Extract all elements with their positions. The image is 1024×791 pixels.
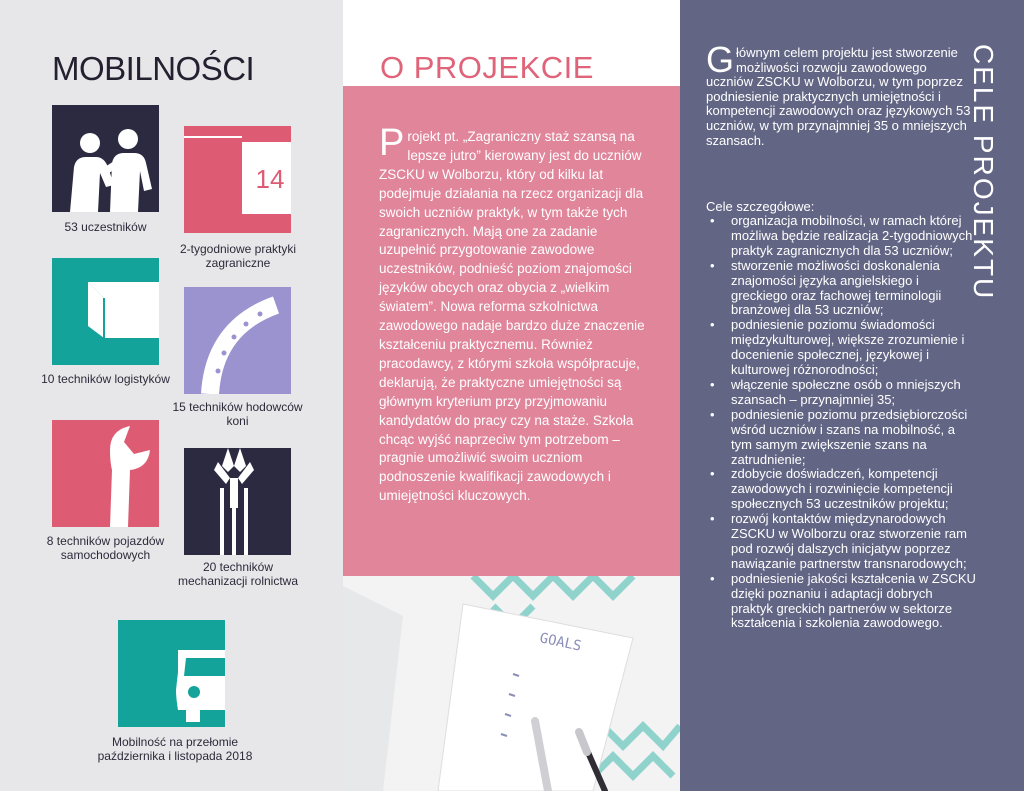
project-dropcap: P (379, 122, 405, 164)
box-icon (52, 258, 159, 365)
horseshoe-icon (184, 287, 291, 394)
goal-item: • włączenie społeczne osób o mniejszych szansach – przynajmniej 35; (706, 378, 976, 408)
agriculture-caption: 20 techników mechanizacji rolnictwa (177, 560, 299, 588)
automotive-tile (52, 420, 159, 527)
desk-photo-image (343, 576, 680, 791)
horse-tile (184, 287, 291, 394)
internship-tile (184, 126, 291, 233)
agriculture-tile (184, 448, 291, 555)
goal-item: • stworzenie możliwości doskonalenia znajomości języka angielskiego i greckiego oraz fachowej terminologii branżowej dla 53 uczniów; (706, 259, 976, 319)
participants-tile (52, 105, 159, 212)
goal-item: • podniesienie poziomu przedsiębiorczości wśród uczniów i szans na mobilność, a tym samym zwiększenie szans na zatrudnienie; (706, 408, 976, 468)
project-body: rojekt pt. „Zagraniczny staż szansą na lepsze jutro” kierowany jest do uczniów ZSCKU w Wolborzu, który od kilku lat podejmuje działania na rzecz organizacji dla swoich uczniów praktyk, w tym także tych zagranicznych. Mają one za zadanie uzupełnić przygotowanie zawodowe uczestników, podnieść poziom znajomości języków obcych oraz obycia z „wielkim światem”. Nowa reforma szkolnictwa zawodowego nadaje bardzo duże znaczenie kształceniu praktycznemu. Również pracodawcy, z którymi szkoła współpracuje, deklarują, że praktyczne umiejętności są głównym kryterium przy przyjmowaniu kandydatów do pracy czy na staże. Szkoła chcąc wyjść naprzeciw tym potrzebom – pragnie umożliwić swoim uczniom podnoszenie kwalifikacji zawodowych i umiejętności kluczowych. (379, 129, 645, 504)
horse-caption: 15 techników hodowców koni (172, 400, 303, 428)
goal-item: • zdobycie doświadczeń, kompetencji zawodowych i rozwinięcie kompetencji społecznych 53 uczestników projektu; (706, 467, 976, 512)
logistics-tile (52, 258, 159, 365)
specific-goals-heading: Cele szczegółowe: (706, 199, 815, 214)
participants-caption: 53 uczestników (64, 220, 147, 234)
goals-photo (343, 576, 680, 791)
goal-item: • rozwój kontaktów międzynarodowych ZSCKU w Wolborzu oraz stworzenie ram pod rozwój dalszych inicjatyw poprzez nawiązanie partnerstw transnarodowych; (706, 512, 976, 572)
goal-item: • podniesienie jakości kształcenia w ZSCKU dzięki poznaniu i adaptacji dobrych praktyk greckich partnerów w sektorze kształcenia i szkolenia zawodowego. (706, 572, 976, 632)
project-title: O PROJEKCIE (380, 50, 594, 85)
people-icon (52, 105, 159, 212)
main-goal-text (706, 39, 971, 148)
goals-panel (680, 0, 1024, 791)
timing-tile (118, 620, 225, 727)
mobility-title: MOBILNOŚCI (52, 50, 255, 87)
calendar-day: 14 (255, 164, 285, 194)
timing-caption: Mobilność na przełomie października i listopada 2018 (97, 735, 253, 763)
project-panel (343, 0, 680, 791)
car-icon (118, 620, 225, 727)
wrench-icon (52, 420, 159, 527)
project-description (379, 122, 645, 506)
goals-note-text: GOALS (538, 630, 583, 655)
calendar-icon (242, 126, 291, 233)
wheat-icon (184, 448, 291, 555)
mobility-panel (0, 0, 343, 791)
goal-item: • organizacja mobilności, w ramach której możliwa będzie realizacja 2-tygodniowych praktyk zagranicznych dla 53 uczniów; (706, 214, 976, 259)
main-goal-body: łównym celem projektu jest stworzenie możliwości rozwoju zawodowego uczniów ZSCKU w Wolborzu, w tym poprzez podniesienie praktycznych umiejętności i kompetencji zawodowych oraz językowych 53 uczniów, w tym przynajmniej 35 o mniejszych szansach. (706, 45, 971, 148)
automotive-caption: 8 techników pojazdów samochodowych (46, 534, 165, 562)
goals-title-vertical (955, 44, 1015, 301)
specific-goals-list (706, 214, 976, 631)
goal-item: • podniesienie poziomu świadomości międzykulturowej, większe zrozumienie i docenienie społecznej, językowej i kulturowej różnorodności; (706, 318, 976, 378)
logistics-caption: 10 techników logistyków (41, 372, 170, 386)
goals-dropcap: G (706, 39, 735, 80)
goals-title: CELE PROJEKTU (968, 44, 999, 301)
internship-caption: 2-tygodniowe praktyki zagraniczne (179, 242, 297, 270)
